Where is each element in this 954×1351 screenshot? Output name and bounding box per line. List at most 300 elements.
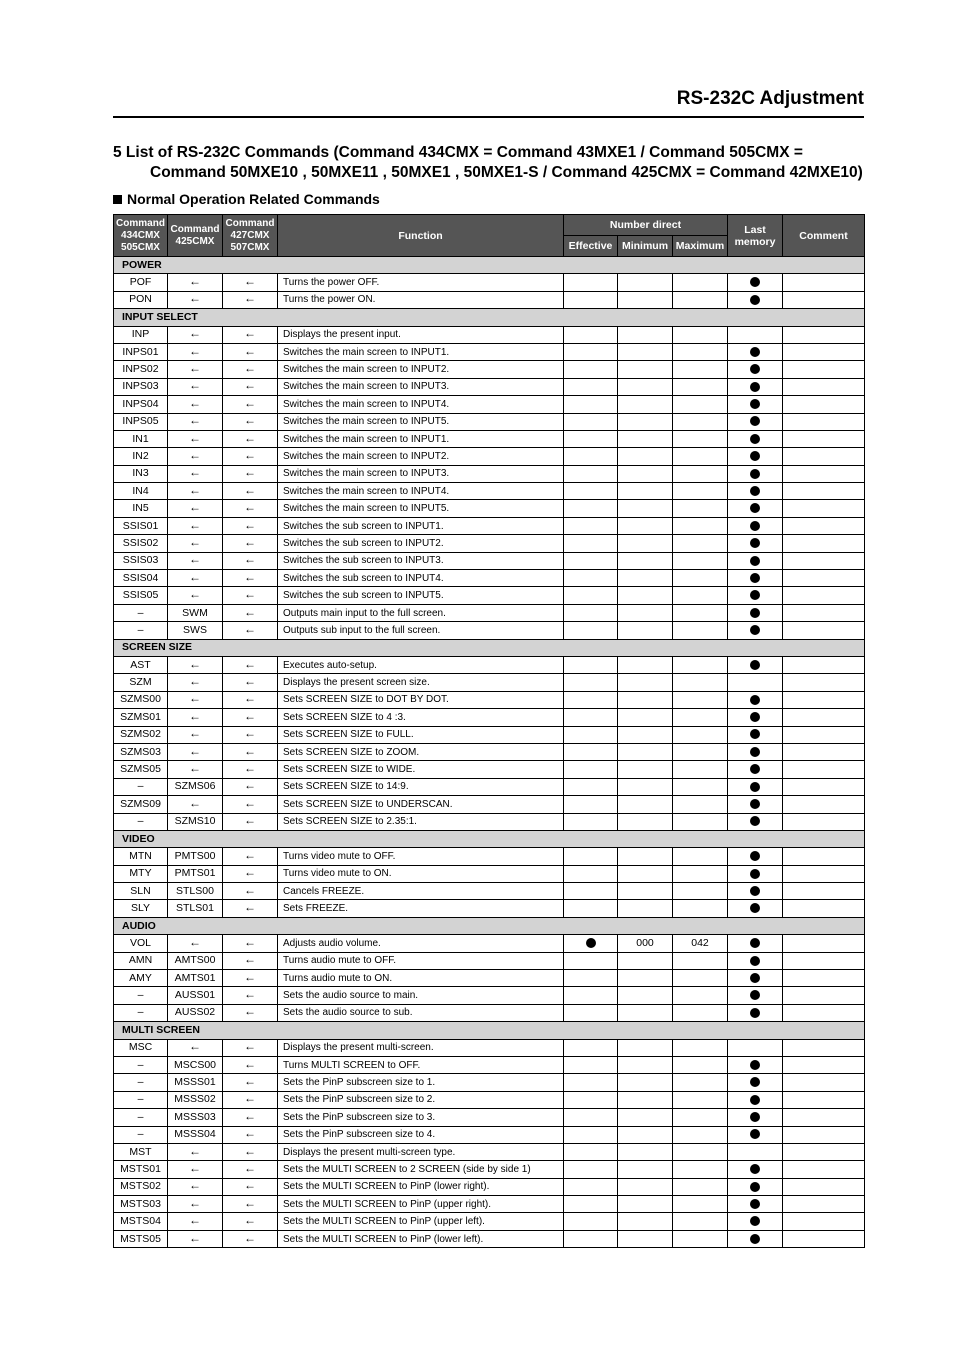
value-cell	[618, 343, 673, 360]
command-cell: –	[114, 1109, 168, 1126]
last-memory-cell	[728, 378, 783, 395]
value-cell	[564, 1196, 618, 1213]
filled-circle-icon	[750, 660, 760, 670]
value-cell	[618, 726, 673, 743]
value-cell	[564, 448, 618, 465]
same-as-left-cell	[223, 796, 278, 813]
command-cell: –	[114, 1004, 168, 1021]
command-cell: –	[114, 622, 168, 639]
filled-circle-icon	[750, 903, 760, 913]
same-as-left-cell	[168, 1143, 223, 1160]
function-cell: Cancels FREEZE.	[278, 883, 564, 900]
value-cell	[783, 396, 865, 413]
command-cell: SZMS10	[168, 813, 223, 830]
function-cell: Turns audio mute to OFF.	[278, 952, 564, 969]
table-row	[114, 1074, 865, 1091]
value-cell	[783, 709, 865, 726]
same-as-left-cell	[223, 1196, 278, 1213]
header-function: Function	[278, 215, 564, 257]
same-as-left-cell	[223, 1213, 278, 1230]
command-cell: IN2	[114, 448, 168, 465]
table-row	[114, 361, 865, 378]
table-row	[114, 396, 865, 413]
command-cell: AST	[114, 656, 168, 673]
last-memory-cell	[728, 465, 783, 482]
same-as-left-cell	[168, 378, 223, 395]
value-cell	[618, 1109, 673, 1126]
table-row	[114, 796, 865, 813]
value-cell	[564, 361, 618, 378]
left-arrow-icon: ←	[189, 465, 201, 480]
value-cell	[564, 1056, 618, 1073]
value-cell	[618, 291, 673, 308]
left-arrow-icon: ←	[189, 1178, 201, 1193]
left-arrow-icon: ←	[189, 1213, 201, 1228]
function-cell: Switches the main screen to INPUT2.	[278, 448, 564, 465]
value-cell	[618, 535, 673, 552]
filled-circle-icon	[750, 556, 760, 566]
function-cell: Sets the MULTI SCREEN to PinP (upper left).	[278, 1213, 564, 1230]
value-cell	[673, 1074, 728, 1091]
same-as-left-cell	[223, 517, 278, 534]
value-cell	[673, 970, 728, 987]
value-cell	[564, 587, 618, 604]
last-memory-cell	[728, 778, 783, 795]
same-as-left-cell	[223, 413, 278, 430]
category-row	[114, 309, 865, 326]
command-cell: MSTS05	[114, 1230, 168, 1247]
left-arrow-icon: ←	[244, 430, 256, 445]
left-arrow-icon: ←	[244, 952, 256, 967]
filled-circle-icon	[750, 434, 760, 444]
value-cell	[618, 778, 673, 795]
same-as-left-cell	[223, 535, 278, 552]
command-cell: MSSS04	[168, 1126, 223, 1143]
left-arrow-icon: ←	[244, 1161, 256, 1175]
command-cell: MSSS03	[168, 1109, 223, 1126]
command-cell: SSIS05	[114, 587, 168, 604]
function-cell: Displays the present screen size.	[278, 674, 564, 691]
last-memory-cell	[728, 1161, 783, 1178]
value-cell	[564, 1143, 618, 1160]
header-effective: Effective	[564, 236, 618, 257]
function-cell: Turns audio mute to ON.	[278, 970, 564, 987]
left-arrow-icon: ←	[244, 395, 256, 410]
value-cell	[618, 326, 673, 343]
same-as-left-cell	[223, 656, 278, 673]
function-cell: Switches the sub screen to INPUT4.	[278, 570, 564, 587]
table-row	[114, 535, 865, 552]
function-cell: Sets the audio source to main.	[278, 987, 564, 1004]
left-arrow-icon: ←	[244, 882, 256, 897]
last-memory-cell	[728, 987, 783, 1004]
value-cell	[564, 1230, 618, 1247]
value-cell	[783, 796, 865, 813]
same-as-left-cell	[223, 987, 278, 1004]
value-cell	[564, 343, 618, 360]
left-arrow-icon: ←	[244, 987, 256, 1002]
category-row	[114, 917, 865, 934]
filled-circle-icon	[750, 1216, 760, 1226]
value-cell	[618, 743, 673, 760]
table-row	[114, 778, 865, 795]
value-cell	[618, 517, 673, 534]
left-arrow-icon: ←	[244, 708, 256, 723]
value-cell	[618, 378, 673, 395]
value-cell	[728, 1039, 783, 1056]
left-arrow-icon: ←	[244, 587, 256, 602]
value-cell	[564, 674, 618, 691]
value-cell	[673, 778, 728, 795]
left-arrow-icon: ←	[189, 934, 201, 949]
left-arrow-icon: ←	[244, 274, 256, 289]
filled-circle-icon	[750, 938, 760, 948]
filled-circle-icon	[750, 277, 760, 287]
same-as-left-cell	[168, 361, 223, 378]
category-label: AUDIO	[114, 917, 865, 934]
table-row	[114, 813, 865, 830]
left-arrow-icon: ←	[244, 534, 256, 549]
same-as-left-cell	[168, 291, 223, 308]
same-as-left-cell	[223, 1143, 278, 1160]
value-cell	[618, 1213, 673, 1230]
left-arrow-icon: ←	[244, 969, 256, 984]
last-memory-cell	[728, 552, 783, 569]
left-arrow-icon: ←	[189, 708, 201, 723]
left-arrow-icon: ←	[189, 517, 201, 532]
value-cell	[618, 1056, 673, 1073]
value-cell	[618, 1196, 673, 1213]
value-cell	[783, 726, 865, 743]
value-cell	[783, 552, 865, 569]
same-as-left-cell	[223, 691, 278, 708]
left-arrow-icon: ←	[244, 1056, 256, 1071]
last-memory-cell	[728, 1196, 783, 1213]
filled-circle-icon	[750, 973, 760, 983]
header-command-425cmx	[168, 215, 223, 257]
table-row	[114, 952, 865, 969]
table-row	[114, 691, 865, 708]
category-row	[114, 830, 865, 847]
function-cell: Switches the sub screen to INPUT2.	[278, 535, 564, 552]
command-cell: SSIS02	[114, 535, 168, 552]
same-as-left-cell	[223, 1109, 278, 1126]
same-as-left-cell	[223, 778, 278, 795]
value-cell	[618, 709, 673, 726]
command-cell: –	[114, 1126, 168, 1143]
same-as-left-cell	[223, 274, 278, 291]
value-cell	[783, 883, 865, 900]
command-cell: AUSS01	[168, 987, 223, 1004]
table-row	[114, 935, 865, 952]
filled-circle-icon	[750, 816, 760, 826]
header-text: 427CMX	[230, 229, 270, 241]
value-cell	[783, 1056, 865, 1073]
left-arrow-icon: ←	[244, 847, 256, 862]
function-cell: Switches the main screen to INPUT2.	[278, 361, 564, 378]
last-memory-cell	[728, 535, 783, 552]
command-cell: SLN	[114, 883, 168, 900]
left-arrow-icon: ←	[189, 743, 201, 758]
table-row	[114, 987, 865, 1004]
function-cell: Turns the power OFF.	[278, 274, 564, 291]
category-label: POWER	[114, 257, 865, 274]
value-cell	[783, 1143, 865, 1160]
function-cell: Sets SCREEN SIZE to 14:9.	[278, 778, 564, 795]
table-row	[114, 1126, 865, 1143]
command-cell: PON	[114, 291, 168, 308]
value-cell	[618, 500, 673, 517]
value-cell	[673, 483, 728, 500]
value-cell	[673, 743, 728, 760]
value-cell	[783, 1091, 865, 1108]
left-arrow-icon: ←	[189, 413, 201, 428]
value-cell	[783, 326, 865, 343]
command-cell: MSTS04	[114, 1213, 168, 1230]
left-arrow-icon: ←	[244, 291, 256, 306]
table-body	[114, 257, 865, 1248]
value-cell	[618, 656, 673, 673]
same-as-left-cell	[168, 570, 223, 587]
category-label: VIDEO	[114, 830, 865, 847]
last-memory-cell	[728, 691, 783, 708]
value-cell	[673, 430, 728, 447]
value-cell	[673, 1004, 728, 1021]
left-arrow-icon: ←	[189, 326, 201, 341]
left-arrow-icon: ←	[189, 656, 201, 671]
value-cell	[564, 500, 618, 517]
filled-circle-icon	[750, 382, 760, 392]
left-arrow-icon: ←	[244, 326, 256, 341]
header-comment: Comment	[783, 215, 865, 257]
table-row	[114, 883, 865, 900]
value-cell	[783, 761, 865, 778]
table-row	[114, 709, 865, 726]
category-label: SCREEN SIZE	[114, 639, 865, 656]
value-cell	[564, 761, 618, 778]
left-arrow-icon: ←	[189, 1039, 201, 1054]
header-text: Command	[116, 217, 165, 229]
filled-circle-icon	[750, 503, 760, 513]
same-as-left-cell	[168, 1230, 223, 1247]
command-cell: SZMS03	[114, 743, 168, 760]
last-memory-cell	[728, 604, 783, 621]
value-cell	[673, 952, 728, 969]
last-memory-cell	[728, 952, 783, 969]
function-cell: Switches the sub screen to INPUT1.	[278, 517, 564, 534]
value-cell	[564, 483, 618, 500]
last-memory-cell	[728, 1213, 783, 1230]
value-cell	[783, 535, 865, 552]
header-maximum: Maximum	[673, 236, 728, 257]
same-as-left-cell	[168, 500, 223, 517]
value-cell	[673, 274, 728, 291]
value-cell	[783, 970, 865, 987]
value-cell	[618, 413, 673, 430]
same-as-left-cell	[223, 1074, 278, 1091]
last-memory-cell	[728, 1230, 783, 1247]
same-as-left-cell	[168, 430, 223, 447]
value-cell	[564, 517, 618, 534]
function-cell: Sets the audio source to sub.	[278, 1004, 564, 1021]
value-cell	[618, 1161, 673, 1178]
header-text: 505CMX	[121, 241, 160, 253]
value-cell	[618, 1143, 673, 1160]
table-row	[114, 604, 865, 621]
value-cell	[783, 935, 865, 952]
function-cell: Switches the main screen to INPUT5.	[278, 413, 564, 430]
last-memory-cell	[728, 517, 783, 534]
value-cell	[564, 430, 618, 447]
command-cell: MSC	[114, 1039, 168, 1056]
same-as-left-cell	[223, 1091, 278, 1108]
left-arrow-icon: ←	[189, 726, 201, 741]
filled-circle-icon	[750, 747, 760, 757]
same-as-left-cell	[223, 726, 278, 743]
value-cell	[618, 448, 673, 465]
function-cell: Outputs sub input to the full screen.	[278, 622, 564, 639]
command-cell: INPS04	[114, 396, 168, 413]
category-row	[114, 639, 865, 656]
value-cell	[564, 813, 618, 830]
left-arrow-icon: ←	[244, 900, 256, 915]
section-heading	[113, 143, 873, 182]
value-cell	[783, 813, 865, 830]
table-row	[114, 900, 865, 917]
same-as-left-cell	[168, 483, 223, 500]
last-memory-cell	[728, 622, 783, 639]
same-as-left-cell	[168, 1178, 223, 1195]
filled-circle-icon	[750, 538, 760, 548]
value-cell	[783, 465, 865, 482]
value-cell	[564, 726, 618, 743]
value-cell	[618, 1230, 673, 1247]
left-arrow-icon: ←	[244, 778, 256, 793]
table-row	[114, 413, 865, 430]
left-arrow-icon: ←	[244, 1004, 256, 1019]
value-cell	[783, 778, 865, 795]
last-memory-cell	[728, 570, 783, 587]
value-cell	[618, 970, 673, 987]
value-cell	[564, 570, 618, 587]
same-as-left-cell	[168, 709, 223, 726]
table-row	[114, 1091, 865, 1108]
table-row	[114, 483, 865, 500]
page-title: RS-232C Adjustment	[676, 88, 864, 109]
function-cell: Sets the MULTI SCREEN to PinP (upper right).	[278, 1196, 564, 1213]
filled-circle-icon	[750, 1199, 760, 1209]
table-row	[114, 343, 865, 360]
command-cell: AMY	[114, 970, 168, 987]
table-row	[114, 970, 865, 987]
same-as-left-cell	[168, 413, 223, 430]
function-cell: Turns video mute to OFF.	[278, 848, 564, 865]
table-row	[114, 1230, 865, 1247]
same-as-left-cell	[223, 674, 278, 691]
last-memory-cell	[728, 900, 783, 917]
value-cell	[673, 1109, 728, 1126]
value-cell	[783, 691, 865, 708]
same-as-left-cell	[168, 326, 223, 343]
value-cell	[618, 952, 673, 969]
same-as-left-cell	[223, 622, 278, 639]
last-memory-cell	[728, 865, 783, 882]
value-cell	[618, 883, 673, 900]
command-cell: INPS03	[114, 378, 168, 395]
value-cell	[673, 552, 728, 569]
function-cell: Executes auto-setup.	[278, 656, 564, 673]
value-cell	[783, 500, 865, 517]
filled-circle-icon	[750, 573, 760, 583]
function-cell: Switches the sub screen to INPUT5.	[278, 587, 564, 604]
value-cell	[618, 396, 673, 413]
last-memory-cell	[728, 1004, 783, 1021]
table-row	[114, 1039, 865, 1056]
same-as-left-cell	[223, 378, 278, 395]
value-cell	[783, 430, 865, 447]
table-row	[114, 291, 865, 308]
command-cell: INPS01	[114, 343, 168, 360]
table-row	[114, 326, 865, 343]
value-cell	[673, 1126, 728, 1143]
value-cell	[783, 274, 865, 291]
value-cell	[673, 691, 728, 708]
last-memory-cell	[728, 274, 783, 291]
value-cell	[564, 378, 618, 395]
table-row	[114, 430, 865, 447]
left-arrow-icon: ←	[244, 604, 256, 619]
last-memory-cell	[728, 883, 783, 900]
value-cell	[673, 865, 728, 882]
value-cell	[673, 726, 728, 743]
command-cell: IN1	[114, 430, 168, 447]
function-cell: Switches the main screen to INPUT4.	[278, 396, 564, 413]
command-cell: IN3	[114, 465, 168, 482]
value-cell	[564, 656, 618, 673]
command-cell: AUSS02	[168, 1004, 223, 1021]
section-heading-line1: 5 List of RS-232C Commands (Command 434CMX = Command 43MXE1 / Command 505CMX =	[113, 144, 803, 161]
left-arrow-icon: ←	[244, 934, 256, 949]
filled-circle-icon	[750, 521, 760, 531]
value-cell	[783, 987, 865, 1004]
same-as-left-cell	[223, 430, 278, 447]
table-row	[114, 465, 865, 482]
same-as-left-cell	[168, 796, 223, 813]
command-cell: PMTS00	[168, 848, 223, 865]
value-cell	[618, 987, 673, 1004]
table-row	[114, 1143, 865, 1160]
same-as-left-cell	[223, 1178, 278, 1195]
left-arrow-icon: ←	[244, 1126, 256, 1141]
table-row	[114, 587, 865, 604]
same-as-left-cell	[223, 952, 278, 969]
same-as-left-cell	[223, 343, 278, 360]
same-as-left-cell	[168, 587, 223, 604]
command-cell: SWM	[168, 604, 223, 621]
same-as-left-cell	[223, 587, 278, 604]
left-arrow-icon: ←	[244, 361, 256, 376]
value-cell	[564, 848, 618, 865]
function-cell: Sets the MULTI SCREEN to 2 SCREEN (side by side 1)	[278, 1161, 564, 1178]
value-cell	[673, 535, 728, 552]
command-cell: SSIS03	[114, 552, 168, 569]
same-as-left-cell	[223, 483, 278, 500]
same-as-left-cell	[168, 343, 223, 360]
left-arrow-icon: ←	[244, 447, 256, 462]
value-cell	[618, 430, 673, 447]
last-memory-cell	[728, 448, 783, 465]
value-cell	[783, 413, 865, 430]
